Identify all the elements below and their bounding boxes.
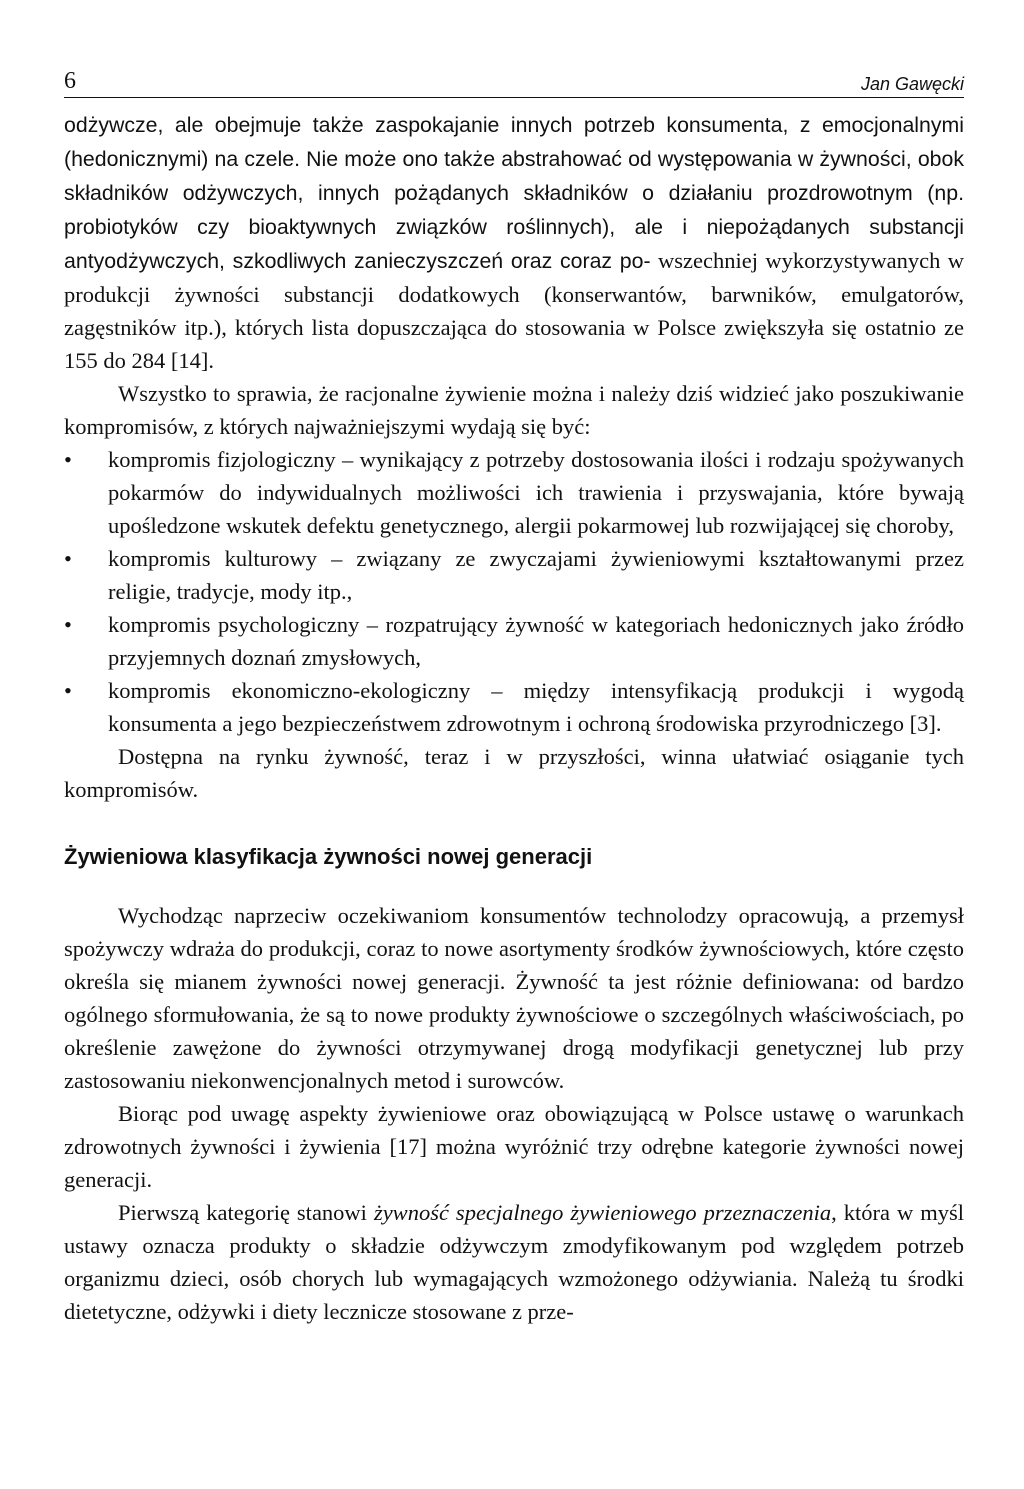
paragraph-3: Dostępna na rynku żywność, teraz i w przyszłości, winna ułatwiać osiąganie tych kompromisów.	[64, 744, 964, 802]
paragraph-4: Wychodząc naprzeciw oczekiwaniom konsumentów technolodzy opracowują, a przemysł spożywczy wdraża do produkcji, coraz to nowe asortymenty środków żywnościowych, które często określa się mianem żywności nowej generacji. Żywność ta jest różnie definiowana: od bardzo ogólnego sformułowania, że są to nowe produkty żywnościowe o szczególnych właściwościach, po określenie zawężone do żywności otrzymywanej drogą modyfikacji genetycznej lub przy zastosowaniu niekonwencjonalnych metod i surowców.	[64, 903, 964, 1093]
paragraph-6-term: żywność specjalnego żywieniowego przeznaczenia	[373, 1200, 832, 1225]
page-number: 6	[64, 68, 76, 94]
document-page	[64, 64, 964, 1328]
paragraph-5: Biorąc pod uwagę aspekty żywieniowe oraz obowiązującą w Polsce ustawę o warunkach zdrowotnych żywności i żywienia [17] można wyróżnić trzy odrębne kategorie żywności nowej generacji.	[64, 1101, 964, 1192]
list-item	[64, 674, 964, 740]
running-head-author: Jan Gawęcki	[860, 74, 964, 94]
list-item-text: kompromis ekonomiczno-ekologiczny – między intensyfikacją produkcji i wygodą konsumenta a jego bezpieczeństwem zdrowotnym i ochroną środowiska przyrodniczego [3].	[108, 678, 964, 736]
bullet-icon: •	[64, 678, 72, 703]
list-item	[64, 608, 964, 674]
paragraph-6	[64, 1196, 964, 1328]
bullet-icon: •	[64, 612, 72, 637]
list-item	[64, 443, 964, 542]
paragraph-1	[64, 108, 964, 377]
paragraph-1-part-b: wszechniej wykorzystywanych w produkcji żywności substancji dodatkowych (konserwantów, barwników, emulgatorów, zagęstników itp.), których lista dopuszczająca do stosowania w Polsce zwiększyła się ostatnio ze 155 do 284 [14].	[64, 248, 964, 373]
paragraph-6-intro: Pierwszą kategorię stanowi	[118, 1200, 374, 1225]
body-text	[64, 108, 964, 1328]
list-item-text: kompromis fizjologiczny – wynikający z potrzeby dostosowania ilości i rodzaju spożywanych pokarmów do indywidualnych możliwości ich trawienia i przyswajania, które bywają upośledzone wskutek defektu genetycznego, alergii pokarmowej lub rozwijającej się choroby,	[108, 447, 964, 538]
list-item	[64, 542, 964, 608]
paragraph-6-rest: , która w myśl ustawy oznacza produkty o składzie odżywczym zmodyfikowanym pod względem potrzeb organizmu dzieci, osób chorych lub wymagających wzmożonego odżywiania. Należą tu środki dietetyczne, odżywki i diety lecznicze stosowane z prze-	[64, 1200, 964, 1324]
compromise-list	[64, 443, 964, 740]
section-heading: Żywieniowa klasyfikacja żywności nowej generacji	[64, 844, 593, 869]
paragraph-2: Wszystko to sprawia, że racjonalne żywienie można i należy dziś widzieć jako poszukiwanie kompromisów, z których najważniejszymi wydają się być:	[64, 381, 964, 439]
bullet-icon: •	[64, 447, 72, 472]
list-item-text: kompromis kulturowy – związany ze zwyczajami żywieniowymi kształtowanymi przez religie, tradycje, mody itp.,	[108, 546, 964, 604]
paragraph-1-part-a: odżywcze, ale obejmuje także zaspokajanie innych potrzeb konsumenta, z emocjonalnymi (hedonicznymi) na czele. Nie może ono także abstrahować od występowania w żywności, obok składników odżywczych, innych pożądanych składników o działaniu prozdrowotnym (np. probiotyków czy bioaktywnych związków roślinnych), ale i niepożądanych substancji antyodżywczych, szkodliwych zanieczyszczeń oraz coraz po-	[64, 113, 964, 273]
bullet-icon: •	[64, 546, 72, 571]
list-item-text: kompromis psychologiczny – rozpatrujący żywność w kategoriach hedonicznych jako źródło przyjemnych doznań zmysłowych,	[108, 612, 964, 670]
running-head	[64, 64, 964, 98]
